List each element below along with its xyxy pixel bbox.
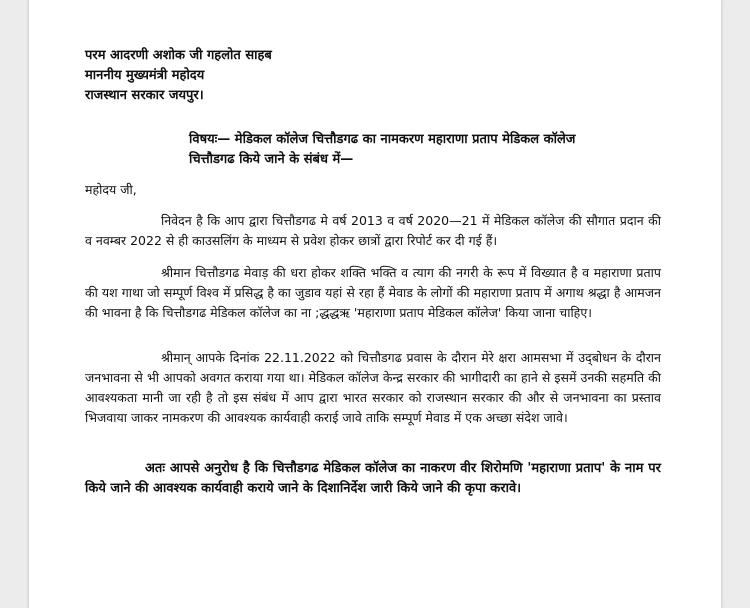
paragraph-3: श्रीमान् आपके दिनांक 22.11.2022 को चित्तौडगढ प्रवास के दौरान मेरे क्षरा आमसभा में उद्‌बोधन के दौरान जनभावना से भी आपको अवगत कराया गया था। मेडिकल कॉलेज केन्द्र सरकार की भागीदारी का हाने से इसमें उनकी सहमति की आवश्यकता मानी जा रही है तो इस संबंध में आप द्वारा भारत सरकार को राजस्थान सरकार की और से जनभावना का प्रस्ताव भिजवाया जाकर नामकरण की आवश्यक कार्यवाही कराई जावे ताकि सम्पूर्ण मेवाड में एक अच्छा संदेश जावे।	[85, 350, 661, 425]
salutation: महोदय जी,	[85, 182, 137, 197]
subject-line-1: विषयः— मेडिकल कॉलेज चित्तौडगढ का नामकरण महाराणा प्रताप मेडिकल कॉलेज	[189, 132, 576, 147]
address-line-recipient-name: परम आदरणी अशोक जी गहलोत साहब	[85, 48, 272, 63]
address-line-designation: माननीय मुख्यमंत्री महोदय	[85, 68, 205, 83]
subject-block	[189, 130, 659, 170]
paragraph-2: श्रीमान चित्तौडगढ मेवाड़ की धरा होकर शक्ति भक्ति व त्याग की नगरी के रूप में विख्यात है व महाराणा प्रताप की यश गाथा जो सम्पूर्ण विश्व में प्रसिद्ध है का जुडाव यहां से रहा हैं मेवाड के लोगों की महाराणा प्रताप में अगाथ श्रद्धा है आमजन की भावना है कि चित्तौडगढ मेडिकल कॉलेज का ना ;द्धद्धऋ 'महाराणा प्रताप मेडिकल कॉलेज' किया जाना चाहिए।	[85, 265, 661, 320]
paragraph-1: निवेदन है कि आप द्वारा चित्तौडगढ मे वर्ष 2013 व वर्ष 2020—21 में मेडिकल कॉलेज की सौगात प्रदान की व नवम्बर 2022 से ही काउसलिंग के माध्यम से प्रवेश होकर छात्रों द्वारा रिपोर्ट कर दी गई हैं।	[85, 213, 661, 248]
recipient-address	[85, 46, 272, 106]
address-line-office: राजस्थान सरकार जयपुर।	[85, 88, 204, 103]
request-paragraph: अतः आपसे अनुरोध है कि चित्तौडगढ मेडिकल कॉलेज का नाकरण वीर शिरोमणि 'महाराणा प्रताप' के नाम पर किये जाने की आवश्यक कार्यवाही कराये जाने के दिशानिर्देश जारी किये जाने की कृपा करावे।	[85, 461, 661, 496]
letter-page	[29, 0, 721, 608]
subject-line-2: चित्तौडगढ किये जाने के संबंध में—	[189, 152, 354, 167]
